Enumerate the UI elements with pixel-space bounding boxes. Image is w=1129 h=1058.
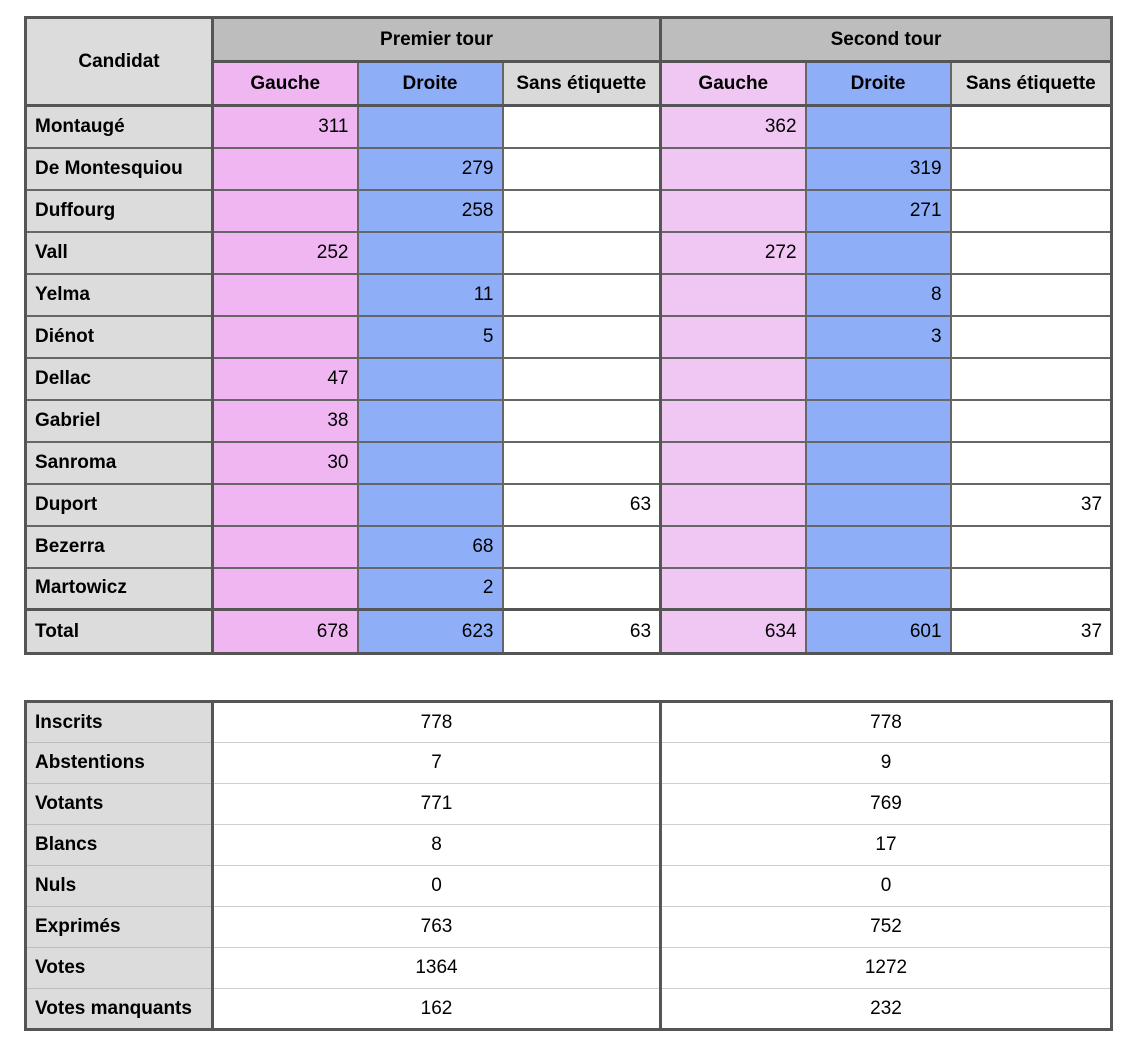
table-row (26, 568, 1112, 610)
round1-droite-cell: 11 (358, 274, 503, 316)
stats-row (26, 702, 1112, 743)
table-row (26, 106, 1112, 148)
round1-droite-cell: 68 (358, 526, 503, 568)
candidate-name: Sanroma (26, 442, 213, 484)
stats-row (26, 784, 1112, 825)
candidate-name: Vall (26, 232, 213, 274)
round1-gauche-cell (213, 568, 358, 610)
round1-droite-cell: 279 (358, 148, 503, 190)
round1-droite-cell (358, 484, 503, 526)
round2-gauche-header: Gauche (661, 62, 806, 106)
results-body (26, 106, 1112, 654)
stat-label: Blancs (26, 825, 213, 866)
round1-droite-cell: 2 (358, 568, 503, 610)
round2-gauche-cell (661, 442, 806, 484)
round2-gauche-cell (661, 274, 806, 316)
stat-label: Exprimés (26, 907, 213, 948)
round1-stat-value: 8 (213, 825, 661, 866)
round1-sans-etiquette-cell (503, 232, 661, 274)
round1-sans-etiquette-cell (503, 568, 661, 610)
table-row (26, 358, 1112, 400)
round1-gauche-cell (213, 274, 358, 316)
round1-droite-cell: 623 (358, 610, 503, 654)
round2-sans-etiquette-cell (951, 526, 1112, 568)
round2-droite-cell (806, 358, 951, 400)
round1-stat-value: 7 (213, 743, 661, 784)
round1-sans-etiquette-cell: 63 (503, 610, 661, 654)
round2-gauche-cell (661, 484, 806, 526)
round1-sans-etiquette-cell (503, 274, 661, 316)
round1-stat-value: 1364 (213, 948, 661, 989)
round2-sans-etiquette-cell (951, 568, 1112, 610)
round1-sans-etiquette-header: Sans étiquette (503, 62, 661, 106)
round1-droite-header: Droite (358, 62, 503, 106)
candidate-name: Bezerra (26, 526, 213, 568)
table-row (26, 526, 1112, 568)
round1-sans-etiquette-cell (503, 442, 661, 484)
round1-sans-etiquette-cell (503, 106, 661, 148)
round2-sans-etiquette-header: Sans étiquette (951, 62, 1112, 106)
round2-stat-value: 1272 (661, 948, 1112, 989)
table-row (26, 400, 1112, 442)
round1-droite-cell: 258 (358, 190, 503, 232)
candidate-name: Duffourg (26, 190, 213, 232)
round2-droite-cell: 319 (806, 148, 951, 190)
round1-header: Premier tour (213, 18, 661, 62)
round2-sans-etiquette-cell (951, 232, 1112, 274)
candidate-name: Duport (26, 484, 213, 526)
round2-droite-cell (806, 526, 951, 568)
round1-gauche-cell (213, 484, 358, 526)
round2-sans-etiquette-cell (951, 106, 1112, 148)
round1-droite-cell (358, 358, 503, 400)
round1-gauche-cell: 38 (213, 400, 358, 442)
round2-sans-etiquette-cell (951, 190, 1112, 232)
round2-droite-cell: 8 (806, 274, 951, 316)
results-table (24, 16, 1113, 655)
candidate-name: Gabriel (26, 400, 213, 442)
table-row (26, 316, 1112, 358)
round2-gauche-cell (661, 316, 806, 358)
round2-gauche-cell (661, 526, 806, 568)
round1-droite-cell (358, 442, 503, 484)
round1-gauche-cell (213, 190, 358, 232)
candidate-name: Montaugé (26, 106, 213, 148)
stat-label: Votes manquants (26, 989, 213, 1030)
round2-droite-cell: 601 (806, 610, 951, 654)
round2-stat-value: 17 (661, 825, 1112, 866)
round1-stat-value: 771 (213, 784, 661, 825)
total-row (26, 610, 1112, 654)
round2-sans-etiquette-cell: 37 (951, 484, 1112, 526)
round2-stat-value: 752 (661, 907, 1112, 948)
candidate-name: Martowicz (26, 568, 213, 610)
round2-droite-cell (806, 484, 951, 526)
candidate-name: Yelma (26, 274, 213, 316)
stat-label: Votants (26, 784, 213, 825)
round2-droite-cell (806, 568, 951, 610)
table-row (26, 274, 1112, 316)
round1-gauche-cell: 678 (213, 610, 358, 654)
stat-label: Votes (26, 948, 213, 989)
round2-stat-value: 0 (661, 866, 1112, 907)
round1-droite-cell (358, 106, 503, 148)
round1-gauche-cell: 47 (213, 358, 358, 400)
round1-sans-etiquette-cell (503, 148, 661, 190)
table-row (26, 442, 1112, 484)
round2-gauche-cell (661, 190, 806, 232)
round2-droite-cell (806, 106, 951, 148)
round2-stat-value: 769 (661, 784, 1112, 825)
round2-sans-etiquette-cell (951, 400, 1112, 442)
round2-stat-value: 232 (661, 989, 1112, 1030)
table-row (26, 190, 1112, 232)
total-label: Total (26, 610, 213, 654)
round2-sans-etiquette-cell (951, 316, 1112, 358)
stats-table (24, 700, 1113, 1031)
round2-gauche-cell: 634 (661, 610, 806, 654)
round1-droite-cell (358, 232, 503, 274)
round1-stat-value: 0 (213, 866, 661, 907)
stats-row (26, 948, 1112, 989)
round1-sans-etiquette-cell: 63 (503, 484, 661, 526)
round1-sans-etiquette-cell (503, 316, 661, 358)
round2-droite-header: Droite (806, 62, 951, 106)
round2-sans-etiquette-cell (951, 148, 1112, 190)
round1-droite-cell (358, 400, 503, 442)
round1-gauche-cell (213, 148, 358, 190)
round2-gauche-cell (661, 568, 806, 610)
round1-stat-value: 763 (213, 907, 661, 948)
round1-sans-etiquette-cell (503, 190, 661, 232)
round2-sans-etiquette-cell (951, 274, 1112, 316)
table-row (26, 484, 1112, 526)
table-row (26, 148, 1112, 190)
stat-label: Abstentions (26, 743, 213, 784)
round2-gauche-cell: 362 (661, 106, 806, 148)
stat-label: Nuls (26, 866, 213, 907)
round1-sans-etiquette-cell (503, 358, 661, 400)
round1-gauche-cell: 30 (213, 442, 358, 484)
stats-row (26, 989, 1112, 1030)
round1-droite-cell: 5 (358, 316, 503, 358)
candidate-name: Diénot (26, 316, 213, 358)
round1-gauche-cell (213, 316, 358, 358)
stats-body (26, 702, 1112, 1030)
round1-gauche-cell: 311 (213, 106, 358, 148)
round2-gauche-cell (661, 148, 806, 190)
stats-row (26, 743, 1112, 784)
round2-sans-etiquette-cell (951, 358, 1112, 400)
round1-gauche-cell: 252 (213, 232, 358, 274)
round2-droite-cell (806, 232, 951, 274)
round1-gauche-header: Gauche (213, 62, 358, 106)
stat-label: Inscrits (26, 702, 213, 743)
round2-stat-value: 9 (661, 743, 1112, 784)
stats-row (26, 907, 1112, 948)
round1-stat-value: 162 (213, 989, 661, 1030)
round1-sans-etiquette-cell (503, 526, 661, 568)
candidate-name: Dellac (26, 358, 213, 400)
round2-droite-cell: 271 (806, 190, 951, 232)
round1-sans-etiquette-cell (503, 400, 661, 442)
stats-row (26, 825, 1112, 866)
stats-row (26, 866, 1112, 907)
round2-gauche-cell (661, 400, 806, 442)
round2-gauche-cell: 272 (661, 232, 806, 274)
round1-gauche-cell (213, 526, 358, 568)
round2-header: Second tour (661, 18, 1112, 62)
round2-stat-value: 778 (661, 702, 1112, 743)
round2-gauche-cell (661, 358, 806, 400)
round2-droite-cell: 3 (806, 316, 951, 358)
candidate-name: De Montesquiou (26, 148, 213, 190)
round2-droite-cell (806, 400, 951, 442)
round2-sans-etiquette-cell (951, 442, 1112, 484)
table-row (26, 232, 1112, 274)
round2-droite-cell (806, 442, 951, 484)
round2-sans-etiquette-cell: 37 (951, 610, 1112, 654)
candidate-header: Candidat (26, 18, 213, 106)
round1-stat-value: 778 (213, 702, 661, 743)
